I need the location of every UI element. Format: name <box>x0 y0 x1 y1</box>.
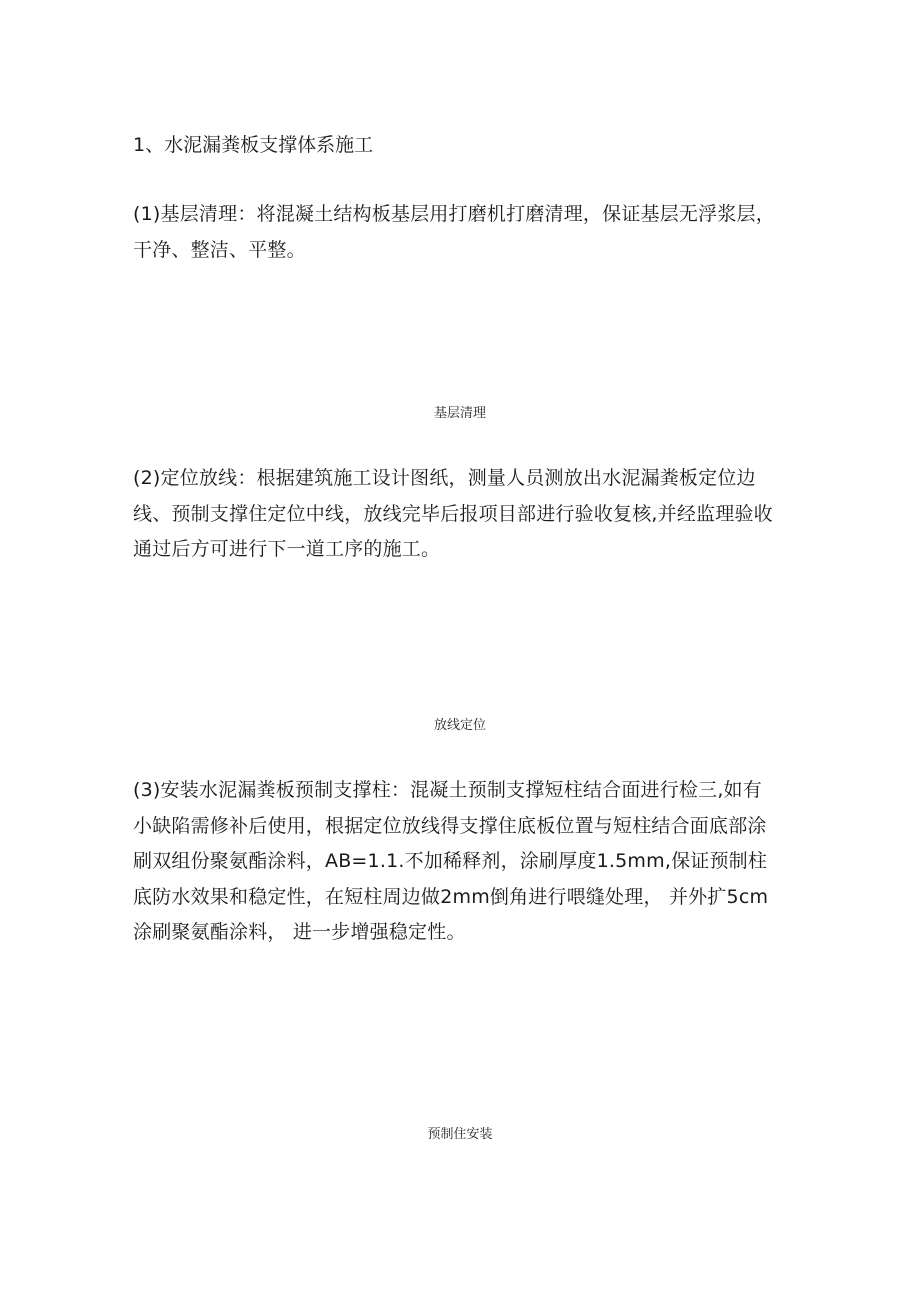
figure-caption-column-installation: 预制住安装 <box>427 1127 493 1142</box>
paragraph-line: 刷双组份聚氨酯涂料，AB=1.1.不加稀释剂，涂刷厚度1.5mm,保证预制柱 <box>133 850 768 872</box>
paragraph-line: 涂刷聚氨酯涂料， 进一步增强稳定性。 <box>133 921 466 943</box>
paragraph-line: (1)基层清理：将混凝土结构板基层用打磨机打磨清理，保证基层无浮浆层， <box>133 203 775 225</box>
paragraph-line: (2)定位放线：根据建筑施工设计图纸，测量人员测放出水泥漏粪板定位边 <box>133 467 756 489</box>
paragraph-base-cleaning <box>133 197 797 268</box>
paragraph-line: 底防水效果和稳定性，在短柱周边做2mm倒角进行喂缝处理， 并外扩5cm <box>133 885 769 908</box>
paragraph-line: 通过后方可进行下一道工序的施工。 <box>133 538 441 560</box>
figure-caption-layout-positioning: 放线定位 <box>433 718 486 733</box>
paragraph-line: 线、预制支撑住定位中线，放线完毕后报项目部进行验收复核,并经监理验收 <box>133 502 773 525</box>
paragraph-column-installation <box>133 773 797 951</box>
section-heading: 1、水泥漏粪板支撑体系施工 <box>133 134 374 156</box>
paragraph-line: 干净、整洁、平整。 <box>133 238 306 261</box>
paragraph-line: 小缺陷需修补后使用，根据定位放线得支撑住底板位置与短柱结合面底部涂 <box>133 814 767 837</box>
figure-caption-base-cleaning: 基层清理 <box>433 406 486 421</box>
paragraph-line: (3)安装水泥漏粪板预制支撑柱：混凝土预制支撑短柱结合面进行检三,如有 <box>133 779 762 801</box>
paragraph-layout-positioning <box>133 461 797 568</box>
